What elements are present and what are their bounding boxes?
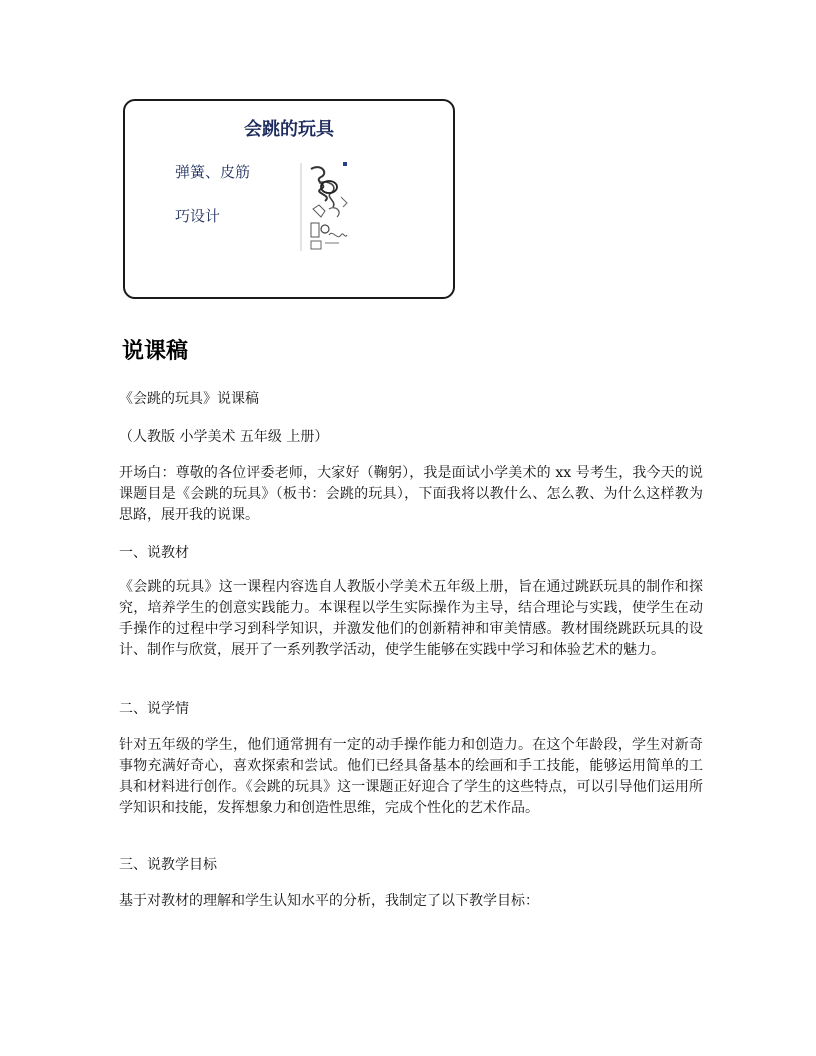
doc-title: 《会跳的玩具》说课稿 [119, 391, 259, 407]
section-heading-textbook: 一、说教材 [119, 545, 189, 561]
toy-sketch-image [299, 159, 351, 253]
opening-paragraph: 开场白：尊敬的各位评委老师，大家好（鞠躬），我是面试小学美术的 xx 号考生，我今天的说课题目是《会跳的玩具》（板书：会跳的玩具），下面我将以教什么、怎么教、为什么这样教为思路，展开我的说课。 [119, 465, 703, 523]
card-line-design: 巧设计 [175, 207, 221, 225]
section-heading-students: 二、说学情 [119, 701, 189, 717]
card-line-springs: 弹簧、皮筋 [175, 163, 251, 181]
students-paragraph: 针对五年级的学生，他们通常拥有一定的动手操作能力和创造力。在这个年龄段，学生对新奇事物充满好奇心，喜欢探索和尝试。他们已经具备基本的绘画和手工技能，能够运用简单的工具和材料进行创作。《会跳的玩具》这一课题正好迎合了学生的这些特点，可以引导他们运用所学知识和技能，发挥想象力和创造性思维，完成个性化的艺术作品。 [119, 737, 703, 816]
textbook-paragraph: 《会跳的玩具》这一课程内容选自人教版小学美术五年级上册，旨在通过跳跃玩具的制作和探究，培养学生的创意实践能力。本课程以学生实际操作为主导，结合理论与实践，使学生在动手操作的过程中学习到科学知识，并激发他们的创新精神和审美情感。教材围绕跳跃玩具的设计、制作与欣赏，展开了一系列教学活动，使学生能够在实践中学习和体验艺术的魅力。 [119, 579, 703, 658]
goals-intro: 基于对教材的理解和学生认知水平的分析，我制定了以下教学目标： [119, 893, 539, 909]
slide-card [123, 99, 455, 299]
section-heading-goals: 三、说教学目标 [119, 857, 217, 873]
page-heading: 说课稿 [122, 339, 189, 364]
edition-line: （人教版 小学美术 五年级 上册） [119, 429, 329, 445]
card-title: 会跳的玩具 [244, 119, 334, 140]
